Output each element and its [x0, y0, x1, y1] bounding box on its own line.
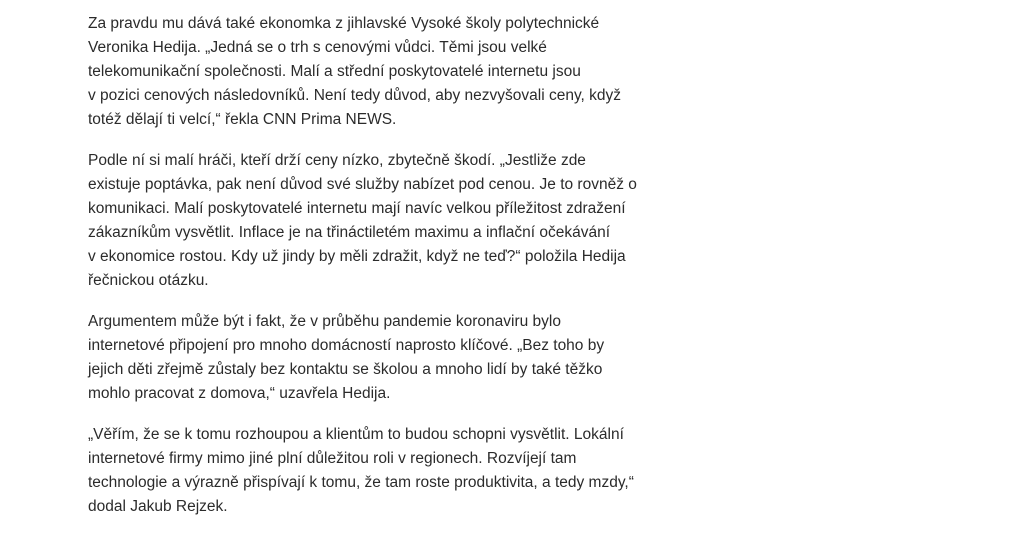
text-line: zákazníkům vysvětlit. Inflace je na třináctiletém maximu a inflační očekávání: [88, 224, 611, 241]
text-line: jejich děti zřejmě zůstaly bez kontaktu se školou a mnoho lidí by také těžko: [88, 361, 603, 378]
text-line: dodal Jakub Rejzek.: [88, 498, 228, 515]
text-line: v pozici cenových následovníků. Není tedy důvod, aby nezvyšovali ceny, když: [88, 87, 622, 104]
text-line: totéž dělají ti velcí,“ řekla CNN Prima NEWS.: [88, 111, 397, 128]
article-paragraph-2: [88, 149, 668, 293]
text-line: mohlo pracovat z domova,“ uzavřela Hedija.: [88, 385, 391, 402]
text-line: Veronika Hedija. „Jedná se o trh s cenovými vůdci. Těmi jsou velké: [88, 39, 547, 56]
article-paragraph-3: [88, 310, 668, 406]
text-line: existuje poptávka, pak není důvod své služby nabízet pod cenou. Je to rovněž o: [88, 176, 637, 193]
text-line: Za pravdu mu dává také ekonomka z jihlavské Vysoké školy polytechnické: [88, 15, 600, 32]
text-line: internetové firmy mimo jiné plní důležitou roli v regionech. Rozvíjejí tam: [88, 450, 577, 467]
text-line: komunikaci. Malí poskytovatelé internetu mají navíc velkou příležitost zdražení: [88, 200, 626, 217]
text-line: „Věřím, že se k tomu rozhoupou a klientům to budou schopni vysvětlit. Lokální: [88, 426, 624, 443]
text-line: Argumentem může být i fakt, že v průběhu pandemie koronaviru bylo: [88, 313, 561, 330]
article-paragraph-4: [88, 423, 668, 519]
text-line: řečnickou otázku.: [88, 272, 209, 289]
article-paragraph-1: [88, 12, 668, 132]
text-line: Podle ní si malí hráči, kteří drží ceny nízko, zbytečně škodí. „Jestliže zde: [88, 152, 586, 169]
text-line: internetové připojení pro mnoho domácností naprosto klíčové. „Bez toho by: [88, 337, 605, 354]
text-line: telekomunikační společnosti. Malí a střední poskytovatelé internetu jsou: [88, 63, 581, 80]
text-line: technologie a výrazně přispívají k tomu, že tam roste produktivita, a tedy mzdy,“: [88, 474, 634, 491]
article-body: [88, 12, 668, 536]
text-line: v ekonomice rostou. Kdy už jindy by měli zdražit, když ne teď?“ položila Hedija: [88, 248, 626, 265]
